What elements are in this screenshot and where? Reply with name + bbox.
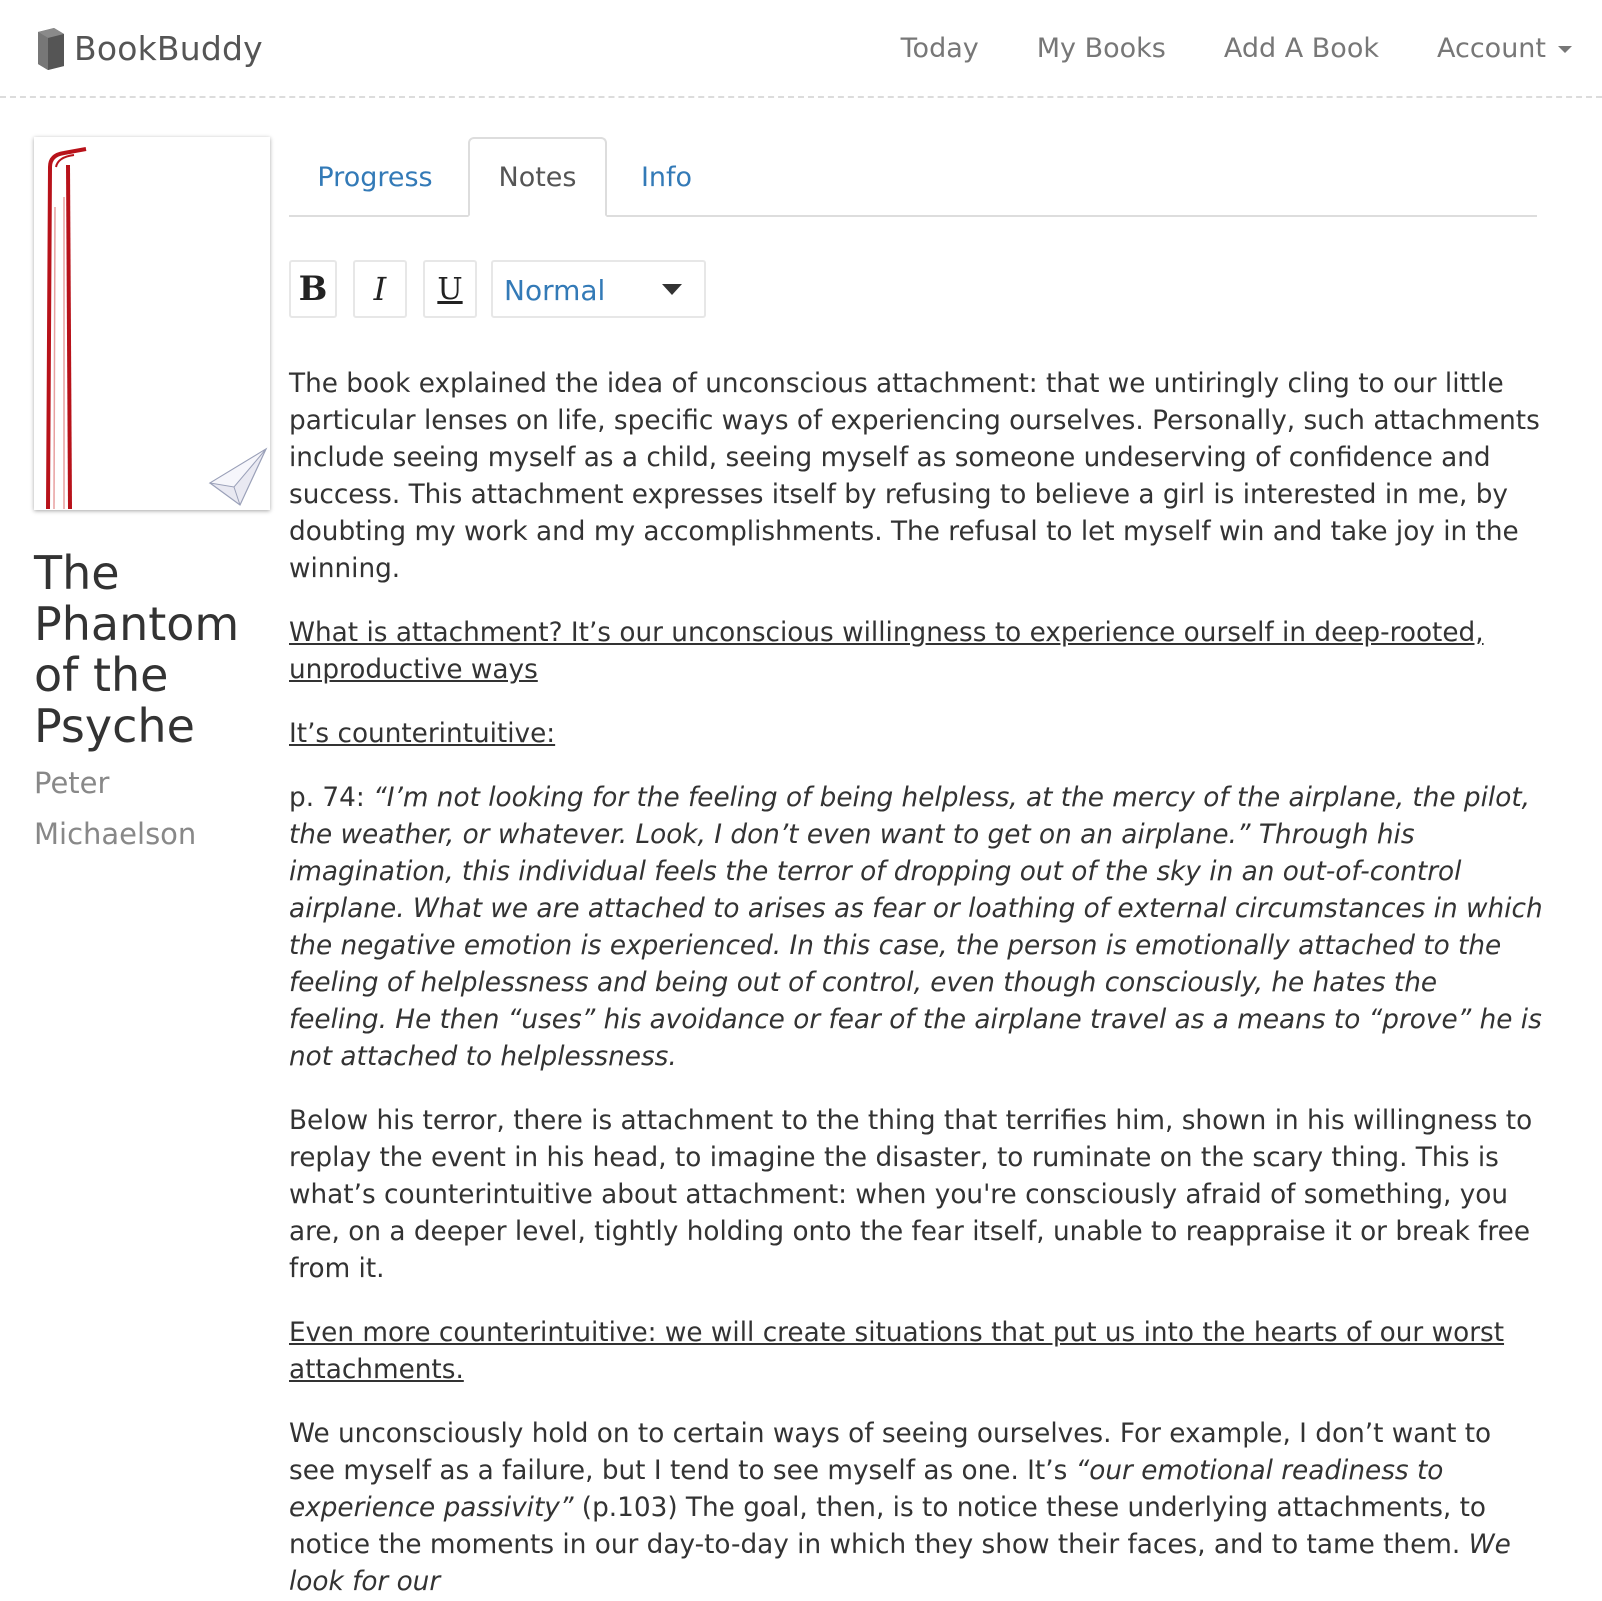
nav-my-books-label: My Books xyxy=(1036,32,1166,64)
book-cover xyxy=(34,137,270,510)
note-paragraph xyxy=(289,716,1543,753)
underline-button-label: U xyxy=(437,271,463,307)
note-quote-italic: “our emotional readiness to experience passivity” xyxy=(289,1456,1444,1523)
underline-button[interactable] xyxy=(423,260,477,318)
book-icon xyxy=(34,26,66,70)
nav-today[interactable] xyxy=(901,33,979,64)
caret-down-icon xyxy=(662,284,682,295)
book-author: Peter Michaelson xyxy=(34,766,197,851)
brand-name: BookBuddy xyxy=(74,28,263,68)
nav-add-a-book[interactable] xyxy=(1224,33,1379,64)
nav-account-dropdown[interactable] xyxy=(1437,33,1572,64)
note-text-italic: We look for our xyxy=(289,1530,1511,1597)
note-text: (p.103) The goal, then, is to notice these underlying attachments, to notice the moments in our day-to-day in which they show their faces, and to tame them. xyxy=(289,1493,1487,1560)
nav-my-books[interactable] xyxy=(1037,33,1166,64)
nav-add-a-book-label: Add A Book xyxy=(1223,32,1379,64)
book-title: The Phantom of the Psyche xyxy=(34,546,240,753)
note-paragraph xyxy=(289,1416,1543,1601)
note-text-underlined: Even more counterintuitive: we will create situations that put us into the hearts of our worst attachments. xyxy=(289,1318,1505,1385)
note-text: Below his terror, there is attachment to the thing that terrifies him, shown in his willingness to replay the event in his head, to imagine the disaster, to ruminate on the scary thing. This is what’s counterintuitive about attachment: when you're consciously afraid of something, you are, on a deeper level, tightly holding onto the fear itself, unable to reappraise it or break free from it. xyxy=(289,1106,1533,1284)
note-text-underlined: What is attachment? It’s our unconscious willingness to experience ourself in deep-rooted, unproductive ways xyxy=(289,618,1484,685)
notes-editor[interactable] xyxy=(289,366,1543,1597)
tab-notes[interactable] xyxy=(468,137,607,217)
note-paragraph xyxy=(289,1315,1543,1389)
tab-info-label: Info xyxy=(640,161,693,193)
book-tabs xyxy=(289,137,1537,217)
note-text: The book explained the idea of unconscious attachment: that we untiringly cling to our little particular lenses on life, specific ways of experiencing ourselves. Personally, such attachments include seeing myself as a child, seeing myself as someone undeserving of confidence and success. This attachment expresses itself by refusing to believe a girl is interested in me, by doubting my work and my accomplishments. The refusal to let myself win and take joy in the winning. xyxy=(289,369,1540,584)
tab-info[interactable] xyxy=(607,137,726,217)
tab-notes-label: Notes xyxy=(498,161,577,193)
note-quote-italic: “I’m not looking for the feeling of being helpless, at the mercy of the airplane, the pilot, the weather, or whatever. Look, I don’t even want to get on an airplane.” Through his imagination, this individual feels the terror of dropping out of the sky in an out-of-control airplane. What we are attached to arises as fear or loathing of external circumstances in which the negative emotion is experienced. In this case, the person is emotionally attached to the feeling of helplessness and being out of control, even though consciously, he hates the feeling. He then “uses” his avoidance or fear of the airplane travel as a means to “prove” he is not attached to helplessness. xyxy=(289,783,1543,1072)
note-text-underlined: It’s counterintuitive: xyxy=(289,719,556,749)
bold-button[interactable] xyxy=(289,260,337,318)
text-format-value: Normal xyxy=(504,274,606,307)
tab-progress[interactable] xyxy=(289,137,461,217)
nav-today-label: Today xyxy=(900,32,979,64)
caret-down-icon xyxy=(1558,46,1572,53)
tab-progress-label: Progress xyxy=(317,161,433,193)
note-paragraph xyxy=(289,780,1543,1076)
note-page-ref: p. 74: xyxy=(289,783,374,813)
italic-button-label: I xyxy=(373,270,387,308)
text-format-select[interactable] xyxy=(491,260,706,318)
note-text: We unconsciously hold on to certain ways of seeing ourselves. For example, I don’t want to see myself as a failure, but I tend to see myself as one. It’s xyxy=(289,1419,1492,1486)
note-paragraph xyxy=(289,615,1543,689)
note-paragraph xyxy=(289,1103,1543,1288)
note-paragraph xyxy=(289,366,1543,588)
main-nav xyxy=(843,22,1572,74)
top-navbar xyxy=(0,0,1602,98)
brand-link[interactable] xyxy=(34,22,263,74)
nav-account-label: Account xyxy=(1436,32,1546,64)
bold-button-label: B xyxy=(298,269,328,309)
italic-button[interactable] xyxy=(353,260,407,318)
